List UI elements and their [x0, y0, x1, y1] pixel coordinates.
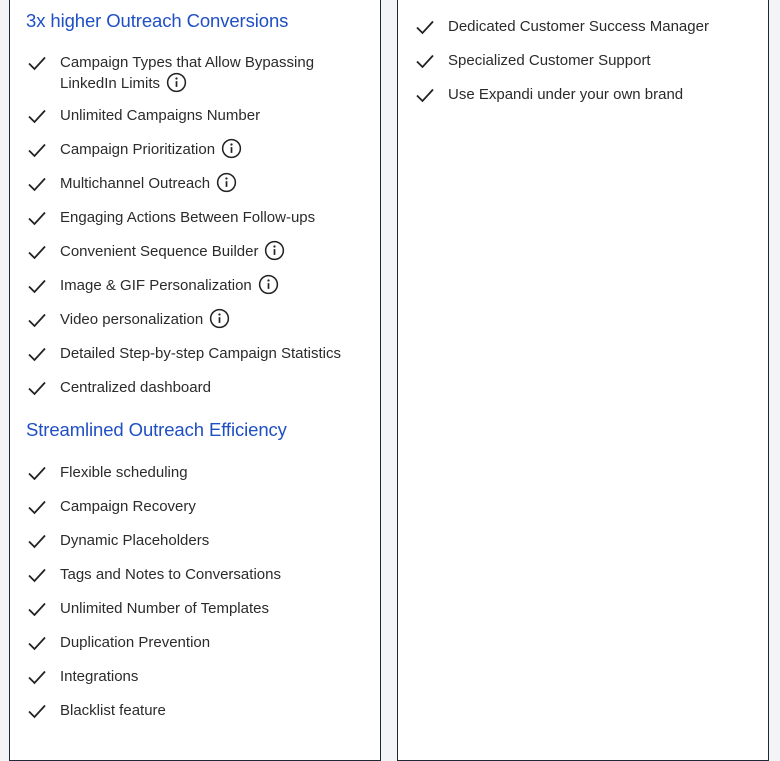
check-icon — [26, 275, 48, 297]
feature-item — [26, 139, 372, 161]
feature-label: Flexible scheduling — [60, 464, 188, 481]
check-icon — [26, 700, 48, 722]
feature-label: Convenient Sequence Builder — [60, 243, 259, 260]
feature-item — [26, 309, 372, 331]
feature-label: Campaign Recovery — [60, 498, 196, 515]
feature-item — [26, 275, 372, 297]
check-icon — [26, 52, 48, 74]
feature-label: Campaign Prioritization — [60, 141, 216, 158]
check-icon — [26, 173, 48, 195]
right-plan-card — [397, 0, 769, 761]
feature-item — [26, 207, 372, 229]
feature-label: Video personalization — [60, 311, 204, 328]
check-icon — [26, 530, 48, 552]
feature-label: Multichannel Outreach — [60, 175, 211, 192]
section-title-efficiency: Streamlined Outreach Efficiency — [26, 419, 287, 440]
info-icon[interactable] — [209, 308, 230, 329]
info-icon[interactable] — [166, 72, 187, 93]
feature-label: Tags and Notes to Conversations — [60, 566, 281, 583]
feature-item — [26, 530, 372, 552]
check-icon — [26, 105, 48, 127]
feature-item — [414, 84, 760, 106]
feature-item — [26, 343, 372, 365]
feature-label: Dedicated Customer Success Manager — [448, 18, 709, 35]
feature-item — [26, 598, 372, 620]
feature-label: Image & GIF Personalization — [60, 277, 252, 294]
feature-label: Specialized Customer Support — [448, 52, 651, 69]
info-icon[interactable] — [216, 172, 237, 193]
feature-item — [26, 666, 372, 688]
feature-item — [26, 173, 372, 195]
feature-label: Engaging Actions Between Follow-ups — [60, 209, 316, 226]
feature-label: Centralized dashboard — [60, 379, 211, 396]
feature-label: Campaign Types that Allow Bypassing LinkedIn Limits — [60, 54, 315, 92]
check-icon — [26, 462, 48, 484]
feature-item — [26, 564, 372, 586]
section-title-conversions: 3x higher Outreach Conversions — [26, 10, 289, 31]
feature-item — [26, 632, 372, 654]
feature-item — [26, 496, 372, 518]
check-icon — [26, 139, 48, 161]
check-icon — [26, 666, 48, 688]
feature-label: Integrations — [60, 668, 139, 685]
check-icon — [26, 632, 48, 654]
feature-label: Blacklist feature — [60, 702, 166, 719]
info-icon[interactable] — [264, 240, 285, 261]
feature-item — [26, 105, 372, 127]
feature-label: Use Expandi under your own brand — [448, 86, 684, 103]
check-icon — [26, 343, 48, 365]
check-icon — [26, 309, 48, 331]
feature-label: Dynamic Placeholders — [60, 532, 210, 549]
check-icon — [26, 207, 48, 229]
feature-label: Unlimited Number of Templates — [60, 600, 269, 617]
check-icon — [26, 598, 48, 620]
check-icon — [414, 50, 436, 72]
check-icon — [26, 377, 48, 399]
info-icon[interactable] — [258, 274, 279, 295]
feature-label: Duplication Prevention — [60, 634, 211, 651]
feature-item — [414, 50, 760, 72]
left-plan-card — [9, 0, 381, 761]
feature-item — [26, 52, 372, 94]
check-icon — [414, 84, 436, 106]
check-icon — [26, 496, 48, 518]
feature-item — [26, 241, 372, 263]
feature-item — [26, 462, 372, 484]
check-icon — [26, 564, 48, 586]
check-icon — [414, 16, 436, 38]
feature-label: Detailed Step-by-step Campaign Statistics — [60, 345, 341, 362]
info-icon[interactable] — [221, 138, 242, 159]
check-icon — [26, 241, 48, 263]
feature-label: Unlimited Campaigns Number — [60, 107, 261, 124]
feature-item — [26, 700, 372, 722]
feature-item — [26, 377, 372, 399]
feature-item — [414, 16, 760, 38]
